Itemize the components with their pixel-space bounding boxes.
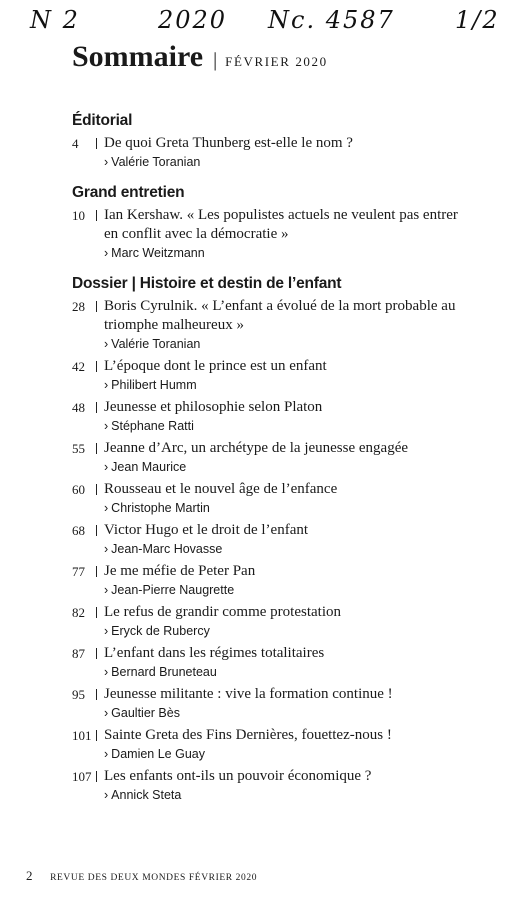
entry-author — [104, 704, 472, 722]
entry-page-number: 60 — [72, 480, 104, 517]
author-arrow-icon: › — [104, 246, 109, 260]
handwritten-note-1: N 2 — [30, 6, 80, 34]
entry-title: Jeunesse militante : vive la formation continue ! — [104, 686, 393, 702]
entry-author — [104, 417, 472, 435]
author-arrow-icon: › — [104, 155, 109, 169]
entry-body — [104, 297, 472, 353]
entry-author — [104, 581, 472, 599]
author-arrow-icon: › — [104, 501, 109, 515]
toc-entry — [72, 644, 472, 681]
author-name: Valérie Toranian — [111, 155, 201, 169]
author-arrow-icon: › — [104, 624, 109, 638]
entry-title: Le refus de grandir comme protestation — [104, 604, 341, 620]
author-name: Annick Steta — [111, 788, 182, 802]
page-header — [72, 40, 328, 74]
toc-entry — [72, 297, 472, 353]
toc-entry — [72, 398, 472, 435]
entry-title: L’époque dont le prince est un enfant — [104, 358, 327, 374]
entry-author — [104, 499, 472, 517]
entry-author — [104, 376, 472, 394]
handwritten-note-4: 1/2 — [455, 6, 500, 34]
author-arrow-icon: › — [104, 665, 109, 679]
entry-title: Sainte Greta des Fins Dernières, fouettez-nous ! — [104, 727, 392, 743]
entry-title: De quoi Greta Thunberg est-elle le nom ? — [104, 135, 353, 151]
entry-page-number: 48 — [72, 398, 104, 435]
toc-entry — [72, 726, 472, 763]
issue-date: FÉVRIER 2020 — [225, 54, 328, 69]
page-title: Sommaire — [72, 40, 204, 73]
toc-entry — [72, 480, 472, 517]
entry-page-number: 87 — [72, 644, 104, 681]
author-name: Jean-Marc Hovasse — [111, 542, 223, 556]
section-title: Grand entretien — [72, 184, 185, 201]
author-name: Christophe Martin — [111, 501, 210, 515]
entry-title: Rousseau et le nouvel âge de l’enfance — [104, 481, 338, 497]
toc-entry — [72, 206, 472, 262]
toc-entry — [72, 357, 472, 394]
entry-page-number: 107 — [72, 767, 104, 804]
entry-body — [104, 685, 472, 722]
toc-entry — [72, 439, 472, 476]
author-arrow-icon: › — [104, 337, 109, 351]
author-name: Bernard Bruneteau — [111, 665, 217, 679]
entry-body — [104, 644, 472, 681]
entry-title: Ian Kershaw. « Les populistes actuels ne veulent pas entrer en conflit avec la démocratie » — [104, 207, 458, 242]
entry-author — [104, 786, 472, 804]
entry-body — [104, 206, 472, 262]
entry-page-number: 95 — [72, 685, 104, 722]
toc-entry — [72, 603, 472, 640]
author-name: Philibert Humm — [111, 378, 197, 392]
author-arrow-icon: › — [104, 583, 109, 597]
toc-section — [72, 275, 472, 804]
handwritten-note-3: Nc. 4587 — [268, 6, 395, 34]
entry-title: Les enfants ont-ils un pouvoir économique ? — [104, 768, 372, 784]
footer-page-number: 2 — [26, 868, 34, 883]
entry-page-number: 28 — [72, 297, 104, 353]
entry-author — [104, 745, 472, 763]
entry-author — [104, 540, 472, 558]
entry-body — [104, 603, 472, 640]
entry-author — [104, 458, 472, 476]
toc-entry — [72, 767, 472, 804]
entry-author — [104, 335, 472, 353]
entry-author — [104, 663, 472, 681]
section-title: Éditorial — [72, 112, 133, 129]
entry-author — [104, 153, 472, 171]
entry-page-number: 77 — [72, 562, 104, 599]
toc-entry — [72, 562, 472, 599]
entry-body — [104, 767, 472, 804]
author-name: Eryck de Rubercy — [111, 624, 210, 638]
entry-page-number: 101 — [72, 726, 104, 763]
entry-body — [104, 357, 472, 394]
entry-page-number: 42 — [72, 357, 104, 394]
entry-body — [104, 439, 472, 476]
author-arrow-icon: › — [104, 460, 109, 474]
handwritten-note-2: 2020 — [158, 6, 228, 34]
author-arrow-icon: › — [104, 419, 109, 433]
author-arrow-icon: › — [104, 378, 109, 392]
author-arrow-icon: › — [104, 706, 109, 720]
section-title: Dossier | Histoire et destin de l’enfant — [72, 275, 342, 292]
author-name: Valérie Toranian — [111, 337, 201, 351]
author-name: Jean Maurice — [111, 460, 187, 474]
entry-author — [104, 244, 472, 262]
entry-title: Jeanne d’Arc, un archétype de la jeunesse engagée — [104, 440, 409, 456]
entry-title: L’enfant dans les régimes totalitaires — [104, 645, 325, 661]
entry-page-number: 82 — [72, 603, 104, 640]
entry-title: Victor Hugo et le droit de l’enfant — [104, 522, 309, 538]
author-name: Gaultier Bès — [111, 706, 180, 720]
title-separator: | — [213, 49, 218, 71]
entry-title: Boris Cyrulnik. « L’enfant a évolué de la mort probable au triomphe malheureux » — [104, 298, 456, 333]
toc-section — [72, 184, 472, 262]
author-name: Stéphane Ratti — [111, 419, 194, 433]
entry-page-number: 68 — [72, 521, 104, 558]
entry-body — [104, 134, 472, 171]
toc-section — [72, 112, 472, 171]
entry-page-number: 10 — [72, 206, 104, 262]
page-footer — [26, 868, 257, 884]
toc-entry — [72, 134, 472, 171]
entry-page-number: 55 — [72, 439, 104, 476]
entry-page-number: 4 — [72, 134, 104, 171]
entry-body — [104, 726, 472, 763]
entry-body — [104, 398, 472, 435]
author-name: Marc Weitzmann — [111, 246, 205, 260]
entry-title: Jeunesse et philosophie selon Platon — [104, 399, 323, 415]
entry-author — [104, 622, 472, 640]
toc-entry — [72, 685, 472, 722]
entry-title: Je me méfie de Peter Pan — [104, 563, 256, 579]
entry-body — [104, 562, 472, 599]
author-name: Jean-Pierre Naugrette — [111, 583, 235, 597]
toc-entry — [72, 521, 472, 558]
author-arrow-icon: › — [104, 747, 109, 761]
author-arrow-icon: › — [104, 788, 109, 802]
entry-body — [104, 521, 472, 558]
footer-publication: REVUE DES DEUX MONDES FÉVRIER 2020 — [50, 873, 258, 883]
author-name: Damien Le Guay — [111, 747, 205, 761]
table-of-contents — [72, 112, 472, 817]
entry-body — [104, 480, 472, 517]
author-arrow-icon: › — [104, 542, 109, 556]
